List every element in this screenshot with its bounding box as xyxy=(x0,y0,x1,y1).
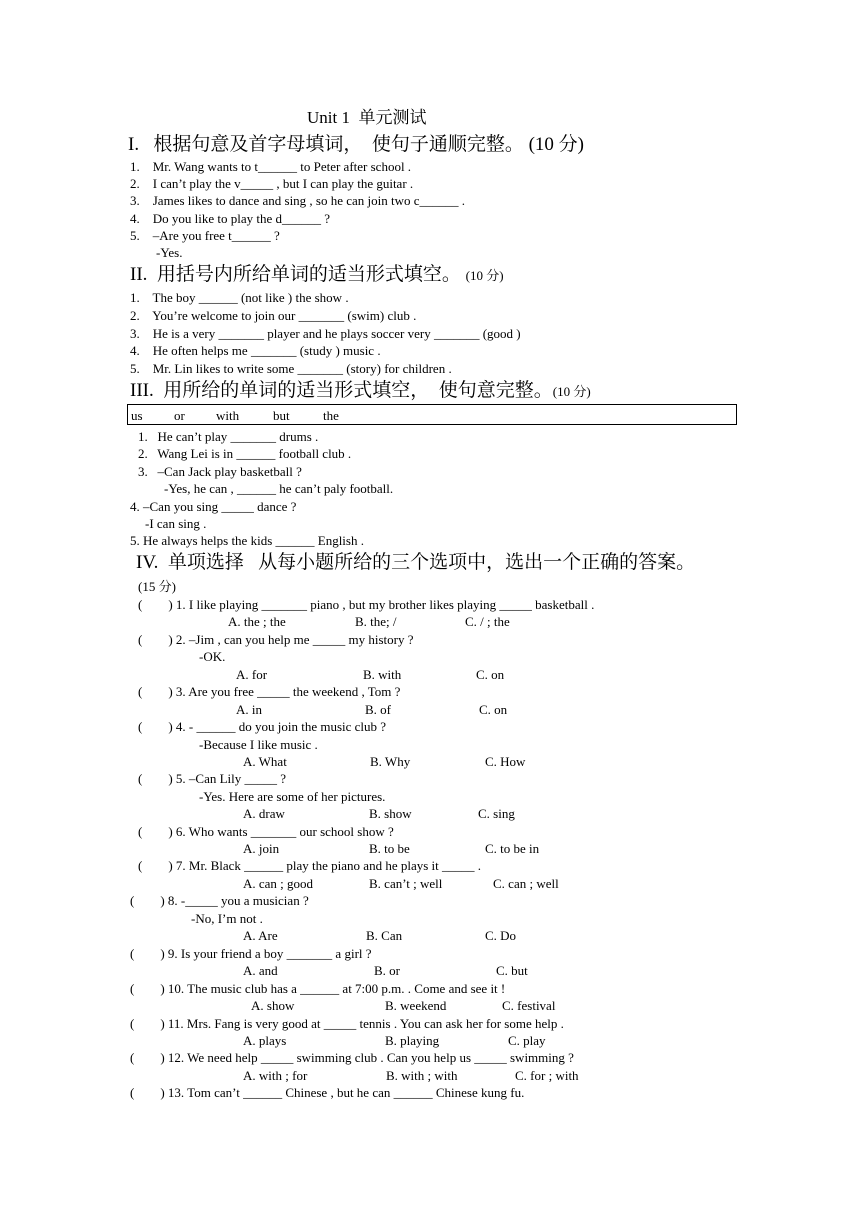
section-1-heading: I. 根据句意及首字母填词， 使句子通顺完整。 (10 分) xyxy=(128,134,584,155)
question-stem: ( ) 12. We need help _____ swimming club . Can you help us _____ swimming ? xyxy=(130,1050,574,1065)
option-b: B. to be xyxy=(369,841,410,856)
question-stem: ( ) 6. Who wants _______ our school show ? xyxy=(138,824,394,839)
question-dialog-line: -No, I’m not . xyxy=(191,911,263,926)
question-dialog-line: -OK. xyxy=(199,649,226,664)
section-1-item: 2. I can’t play the v_____ , but I can play the guitar . xyxy=(130,176,414,191)
question-stem: ( ) 13. Tom can’t ______ Chinese , but he can ______ Chinese kung fu. xyxy=(130,1085,525,1100)
question-stem: ( ) 11. Mrs. Fang is very good at _____ tennis . You can ask her for some help . xyxy=(130,1016,564,1031)
option-c: C. Do xyxy=(485,928,517,943)
section-3-answer: -Yes, he can , ______ he can’t paly football. xyxy=(164,481,394,496)
section-2-points: (10 分) xyxy=(465,268,504,283)
option-c: C. to be in xyxy=(485,841,540,856)
section-2-item: 4. He often helps me _______ (study ) music . xyxy=(130,343,381,358)
section-3-heading: III. 用所给的单词的适当形式填空， 使句意完整。(10 分) xyxy=(130,380,591,401)
option-c: C. on xyxy=(479,702,508,717)
option-c: C. play xyxy=(508,1033,546,1048)
option-c: C. / ; the xyxy=(465,614,510,629)
section-3-item: 5. He always helps the kids ______ English . xyxy=(130,533,364,548)
option-b: B. weekend xyxy=(385,998,447,1013)
section-1-item: 5. –Are you free t______ ? xyxy=(130,228,280,243)
option-a: A. the ; the xyxy=(228,614,286,629)
section-1-item: 3. James likes to dance and sing , so he can join two c______ . xyxy=(130,193,466,208)
option-c: C. can ; well xyxy=(493,876,559,891)
section-3-item: 3. –Can Jack play basketball ? xyxy=(138,464,302,479)
question-stem: ( ) 8. -_____ you a musician ? xyxy=(130,893,309,908)
section-3-item: 4. –Can you sing _____ dance ? xyxy=(130,499,297,514)
option-b: B. Can xyxy=(366,928,403,943)
option-a: A. for xyxy=(236,667,268,682)
option-c: C. on xyxy=(476,667,505,682)
option-c: C. How xyxy=(485,754,526,769)
option-a: A. can ; good xyxy=(243,876,314,891)
word-bank-box xyxy=(127,404,737,425)
option-c: C. sing xyxy=(478,806,515,821)
option-a: A. and xyxy=(243,963,278,978)
section-2-item: 5. Mr. Lin likes to write some _______ (story) for children . xyxy=(130,361,452,376)
option-c: C. but xyxy=(496,963,528,978)
section-3-item: 1. He can’t play _______ drums . xyxy=(138,429,319,444)
word-bank-item: us xyxy=(131,408,143,423)
option-b: B. Why xyxy=(370,754,411,769)
question-dialog-line: -Because I like music . xyxy=(199,737,318,752)
option-a: A. with ; for xyxy=(243,1068,308,1083)
option-a: A. join xyxy=(243,841,280,856)
option-b: B. playing xyxy=(385,1033,440,1048)
option-c: C. festival xyxy=(502,998,556,1013)
option-b: B. or xyxy=(374,963,400,978)
section-1-item: 1. Mr. Wang wants to t______ to Peter after school . xyxy=(130,159,412,174)
option-a: A. Are xyxy=(243,928,278,943)
word-bank-item: or xyxy=(174,408,185,423)
section-3-points: (10 分) xyxy=(552,384,591,399)
option-a: A. draw xyxy=(243,806,285,821)
question-stem: ( ) 1. I like playing _______ piano , but my brother likes playing _____ basketball . xyxy=(138,597,595,612)
section-2-item: 3. He is a very _______ player and he plays soccer very _______ (good ) xyxy=(130,326,521,341)
option-b: B. of xyxy=(365,702,391,717)
option-a: A. show xyxy=(251,998,295,1013)
page-title: Unit 1 单元测试 xyxy=(307,108,427,127)
section-3-item: 2. Wang Lei is in ______ football club . xyxy=(138,446,352,461)
section-1-answer: -Yes. xyxy=(156,245,183,260)
option-c: C. for ; with xyxy=(515,1068,579,1083)
section-3-answer: -I can sing . xyxy=(145,516,207,531)
question-stem: ( ) 10. The music club has a ______ at 7:00 p.m. . Come and see it ! xyxy=(130,981,506,996)
section-4-points: (15 分) xyxy=(138,579,176,594)
question-stem: ( ) 3. Are you free _____ the weekend , Tom ? xyxy=(138,684,401,699)
section-2-item: 1. The boy ______ (not like ) the show . xyxy=(130,290,349,305)
section-2-heading: II. 用括号内所给单词的适当形式填空。 (10 分) xyxy=(130,264,504,285)
option-b: B. with xyxy=(363,667,402,682)
option-b: B. with ; with xyxy=(386,1068,458,1083)
question-stem: ( ) 5. –Can Lily _____ ? xyxy=(138,771,287,786)
option-b: B. the; / xyxy=(355,614,397,629)
option-a: A. in xyxy=(236,702,262,717)
word-bank-item: the xyxy=(323,408,339,423)
question-dialog-line: -Yes. Here are some of her pictures. xyxy=(199,789,386,804)
option-b: B. show xyxy=(369,806,412,821)
word-bank-item: but xyxy=(273,408,290,423)
section-1-item: 4. Do you like to play the d______ ? xyxy=(130,211,331,226)
question-stem: ( ) 2. –Jim , can you help me _____ my history ? xyxy=(138,632,414,647)
word-bank-item: with xyxy=(216,408,240,423)
option-b: B. can’t ; well xyxy=(369,876,443,891)
option-a: A. What xyxy=(243,754,287,769)
question-stem: ( ) 9. Is your friend a boy _______ a girl ? xyxy=(130,946,372,961)
question-stem: ( ) 4. - ______ do you join the music club ? xyxy=(138,719,387,734)
question-stem: ( ) 7. Mr. Black ______ play the piano and he plays it _____ . xyxy=(138,858,482,873)
section-2-item: 2. You’re welcome to join our _______ (swim) club . xyxy=(130,308,417,323)
section-4-heading: IV. 单项选择 从每小题所给的三个选项中，选出一个正确的答案。 xyxy=(136,552,696,573)
option-a: A. plays xyxy=(243,1033,287,1048)
